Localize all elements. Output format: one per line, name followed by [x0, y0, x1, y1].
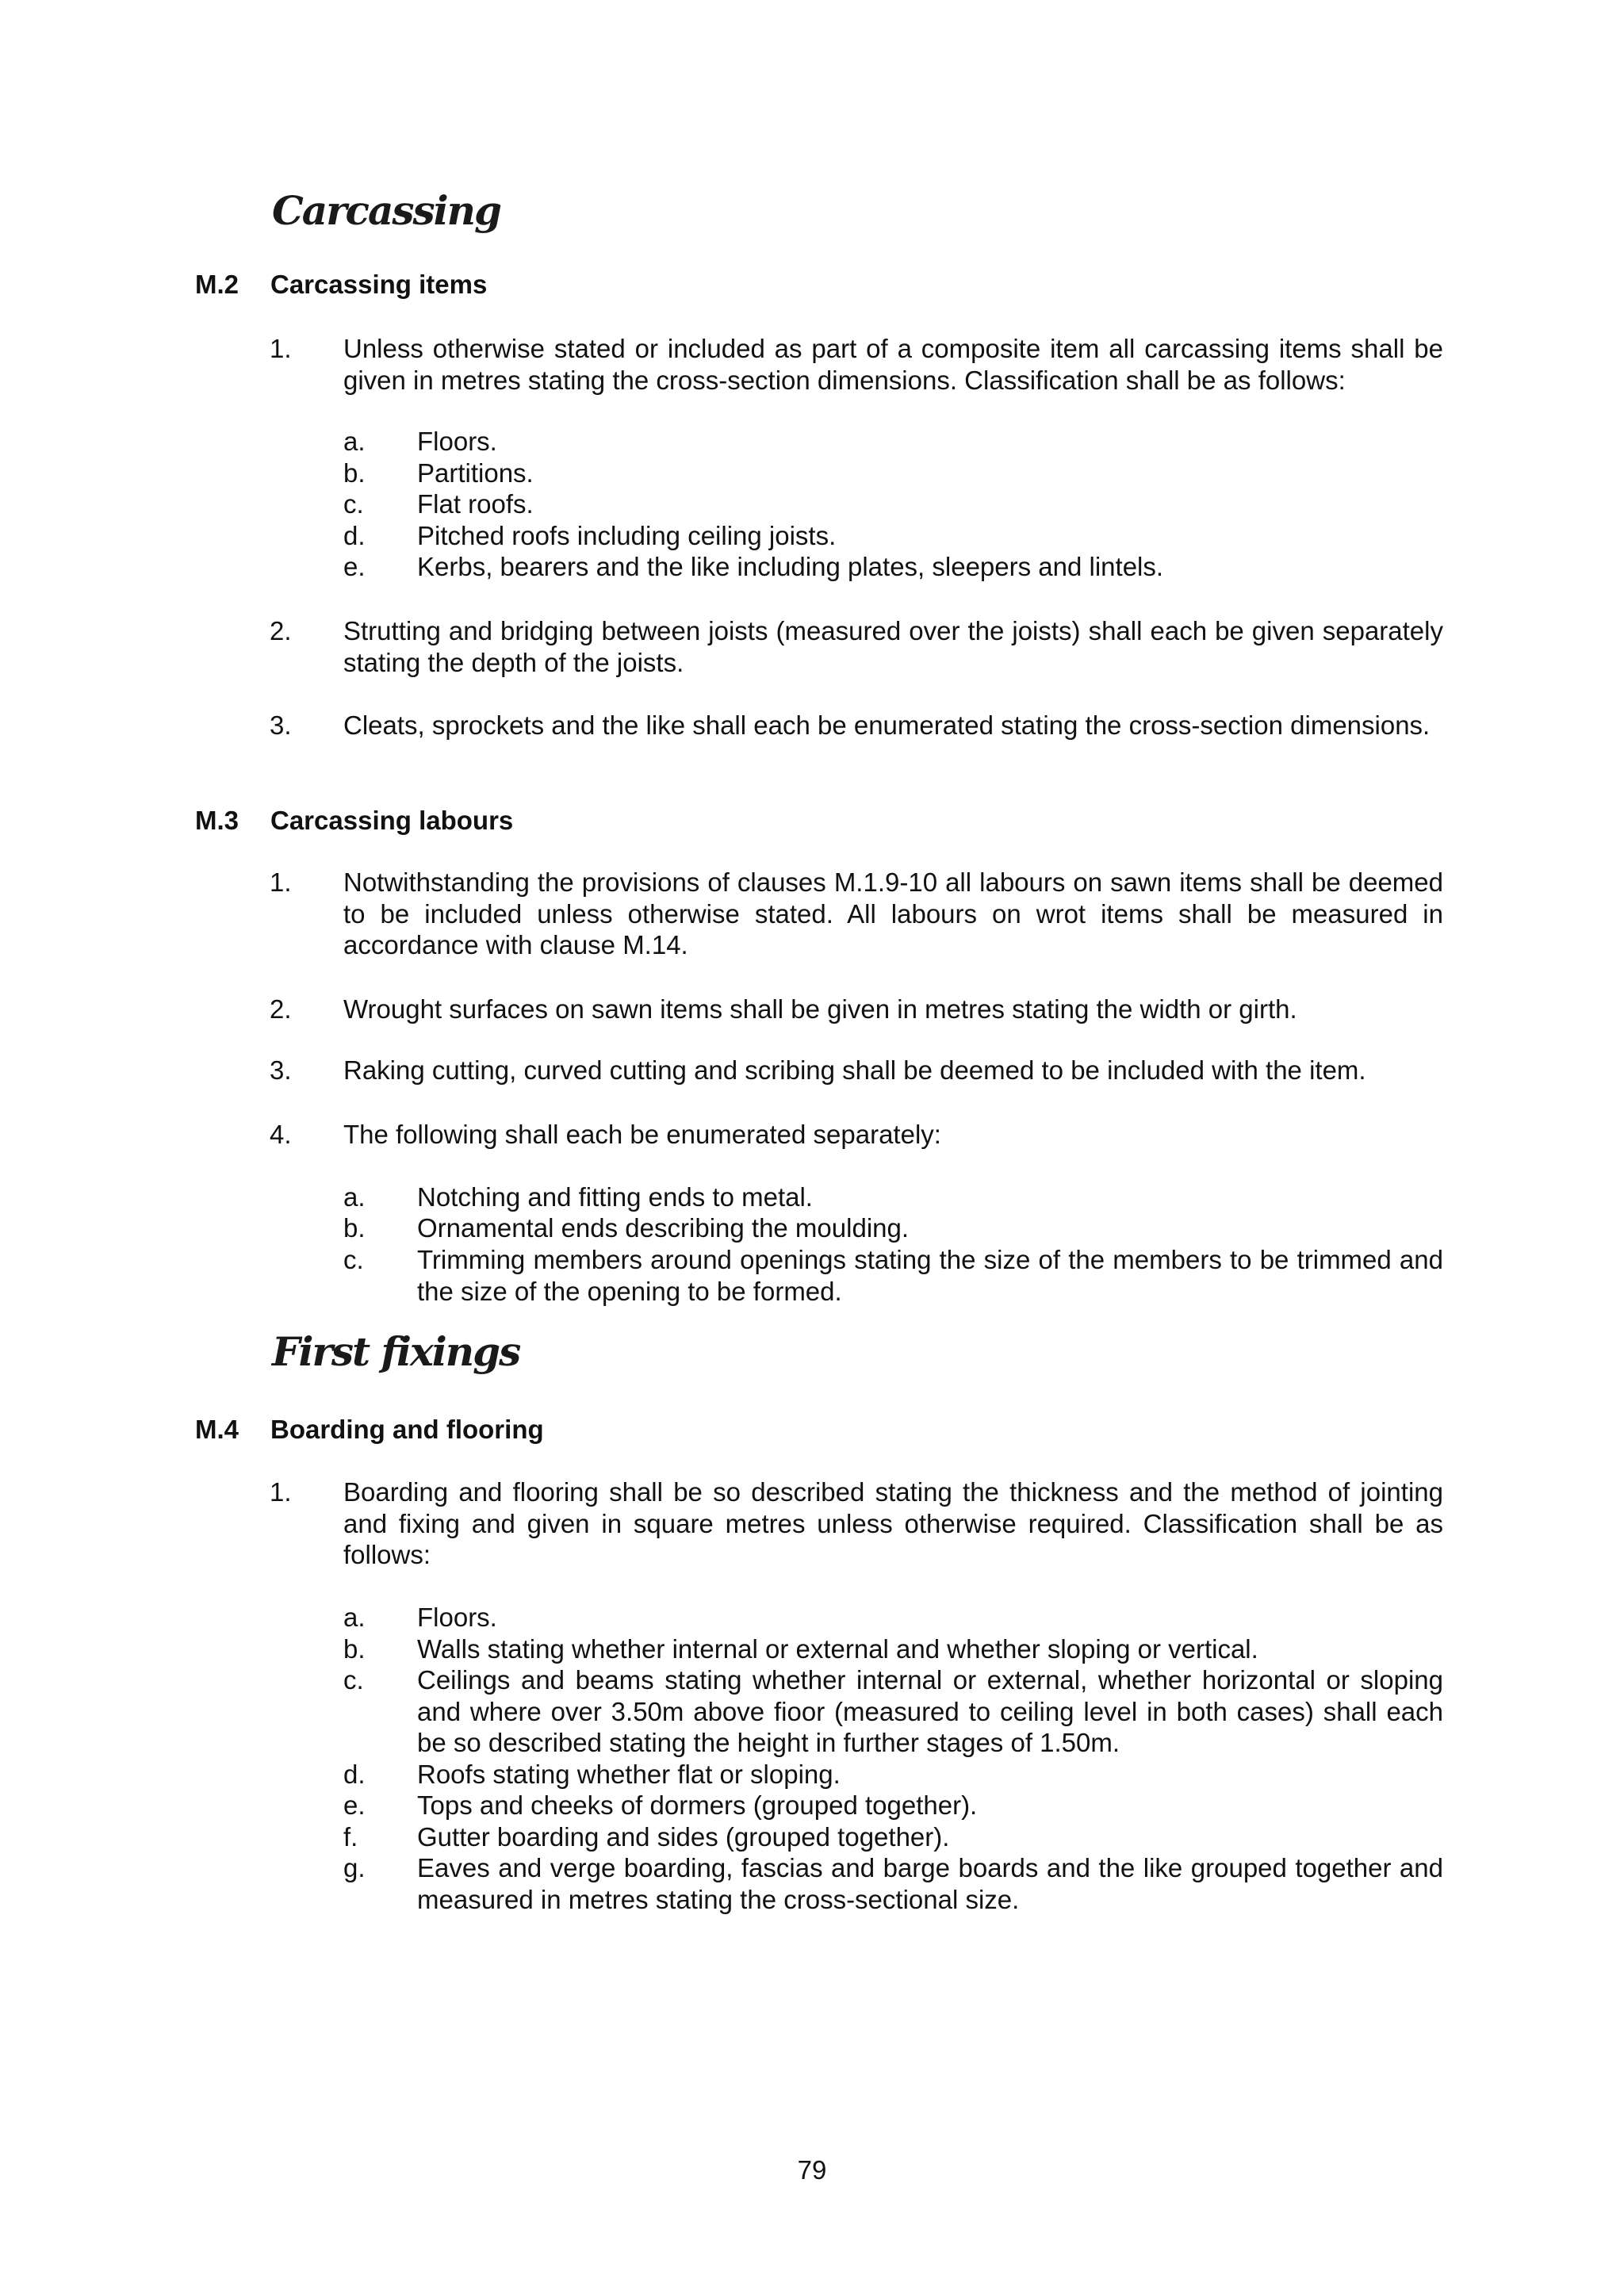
sub-item-letter: b. — [343, 1634, 366, 1664]
clause-title: Carcassing labours — [270, 806, 514, 835]
item-text: The following shall each be enumerated separately: — [343, 1120, 941, 1149]
sub-item-m2-1c — [343, 488, 1443, 520]
item-number: 3. — [270, 1055, 292, 1085]
sub-item-letter: c. — [343, 489, 364, 519]
clause-heading-m3 — [195, 806, 513, 836]
sub-item-text: Kerbs, bearers and the like including plates, sleepers and lintels. — [417, 552, 1164, 581]
item-number: 4. — [270, 1120, 292, 1149]
list-item-m3-3 — [270, 1055, 1443, 1086]
sub-item-m3-4a — [343, 1181, 1443, 1213]
list-item-m3-4 — [270, 1119, 1443, 1151]
item-text: Raking cutting, curved cutting and scribing shall be deemed to be included with the item. — [343, 1055, 1366, 1085]
sub-item-letter: g. — [343, 1853, 366, 1882]
sub-item-letter: e. — [343, 1790, 366, 1820]
sub-item-text: Ornamental ends describing the moulding. — [417, 1213, 910, 1243]
sub-item-text: Pitched roofs including ceiling joists. — [417, 521, 837, 550]
sub-item-text: Floors. — [417, 427, 497, 456]
item-number: 1. — [270, 867, 292, 897]
sub-item-letter: b. — [343, 1213, 366, 1243]
sub-item-m4-1e — [343, 1790, 1443, 1821]
sub-item-text: Notching and fitting ends to metal. — [417, 1182, 813, 1212]
sub-item-m4-1a — [343, 1602, 1443, 1633]
item-text: Notwithstanding the provisions of clauses M.1.9-10 all labours on sawn items shall be deemed to be included unless otherwise stated. All labours on wrot items shall be measured in accordance with clause M.14. — [343, 867, 1443, 959]
sub-item-m2-1a — [343, 426, 1443, 458]
sub-item-text: Ceilings and beams stating whether internal or external, whether horizontal or sloping and where over 3.50m above fioor (measured to ceiling level in both cases) shall each be so described stating the height in further stages of 1.50m. — [417, 1665, 1443, 1757]
sub-item-letter: d. — [343, 521, 366, 550]
clause-heading-m2 — [195, 270, 487, 300]
list-item-m2-2 — [270, 615, 1443, 678]
clause-code: M.3 — [195, 806, 239, 835]
sub-item-m2-1b — [343, 458, 1443, 489]
sub-item-text: Tops and cheeks of dormers (grouped together). — [417, 1790, 978, 1820]
sub-item-letter: a. — [343, 427, 366, 456]
clause-code: M.2 — [195, 270, 239, 299]
item-text: Wrought surfaces on sawn items shall be given in metres stating the width or girth. — [343, 994, 1297, 1024]
sub-item-letter: b. — [343, 458, 366, 488]
list-item-m4-1 — [270, 1476, 1443, 1571]
list-item-m2-1 — [270, 333, 1443, 396]
sub-item-text: Floors. — [417, 1603, 497, 1632]
clause-heading-m4 — [195, 1415, 544, 1445]
sub-item-m3-4c — [343, 1244, 1443, 1307]
sub-item-text: Eaves and verge boarding, fascias and barge boards and the like grouped together and measured in metres stating the cross-sectional size. — [417, 1853, 1443, 1914]
item-text: Unless otherwise stated or included as part of a composite item all carcassing items shall be given in metres stating the cross-section dimensions. Classification shall be as follows: — [343, 334, 1443, 395]
sub-item-text: Roofs stating whether flat or sloping. — [417, 1760, 841, 1789]
sub-item-m4-1g — [343, 1852, 1443, 1915]
sub-item-letter: e. — [343, 552, 366, 581]
item-number: 3. — [270, 710, 292, 740]
sub-item-letter: c. — [343, 1245, 364, 1274]
list-item-m2-3 — [270, 710, 1443, 741]
item-text: Cleats, sprockets and the like shall each be enumerated stating the cross-section dimensions. — [343, 710, 1431, 740]
sub-item-m2-1d — [343, 520, 1443, 552]
sub-item-m4-1c — [343, 1664, 1443, 1759]
sub-item-letter: c. — [343, 1665, 364, 1695]
sub-item-m4-1f — [343, 1821, 1443, 1853]
item-number: 2. — [270, 616, 292, 645]
clause-code: M.4 — [195, 1415, 239, 1444]
section-heading-carcassing: Carcassing — [272, 187, 500, 234]
sub-item-m4-1d — [343, 1759, 1443, 1790]
item-text: Strutting and bridging between joists (measured over the joists) shall each be given separately stating the depth of the joists. — [343, 616, 1443, 677]
sub-item-m3-4b — [343, 1212, 1443, 1244]
clause-title: Boarding and flooring — [270, 1415, 544, 1444]
section-heading-first-fixings: First fixings — [272, 1328, 520, 1375]
sub-item-letter: a. — [343, 1182, 366, 1212]
sub-item-m4-1b — [343, 1633, 1443, 1665]
clause-title: Carcassing items — [270, 270, 488, 299]
sub-item-text: Walls stating whether internal or external and whether sloping or vertical. — [417, 1634, 1258, 1664]
list-item-m3-1 — [270, 867, 1443, 961]
sub-item-letter: d. — [343, 1760, 366, 1789]
item-text: Boarding and flooring shall be so described stating the thickness and the method of jointing and fixing and given in square metres unless otherwise required. Classification shall be as follows: — [343, 1477, 1443, 1569]
sub-item-m2-1e — [343, 551, 1443, 583]
item-number: 1. — [270, 1477, 292, 1507]
sub-item-text: Gutter boarding and sides (grouped together). — [417, 1822, 950, 1852]
sub-item-text: Trimming members around openings stating the size of the members to be trimmed and the size of the opening to be formed. — [417, 1245, 1443, 1306]
list-item-m3-2 — [270, 994, 1443, 1025]
sub-item-letter: a. — [343, 1603, 366, 1632]
sub-item-letter: f. — [343, 1822, 358, 1852]
item-number: 1. — [270, 334, 292, 363]
sub-item-text: Partitions. — [417, 458, 534, 488]
sub-item-text: Flat roofs. — [417, 489, 534, 519]
item-number: 2. — [270, 994, 292, 1024]
page-number: 79 — [797, 2155, 827, 2185]
